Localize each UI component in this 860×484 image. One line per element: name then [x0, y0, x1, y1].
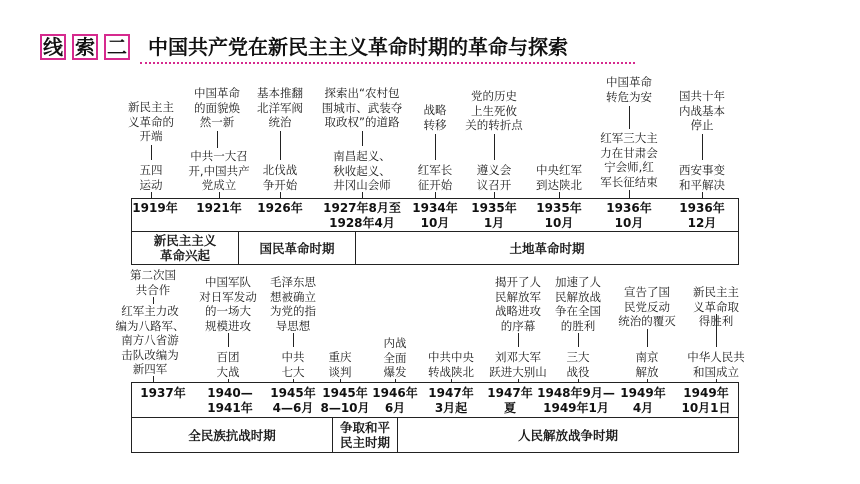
- date-label: 1940— 1941年: [207, 386, 253, 415]
- event-label: 中共 七大: [281, 350, 305, 379]
- date-label: 1926年: [257, 201, 303, 215]
- date-label: 1945年 8—10月: [320, 386, 370, 415]
- connector-line: [280, 131, 281, 160]
- date-label: 1921年: [196, 201, 242, 215]
- title-underline: [140, 62, 635, 64]
- date-label: 1945年 4—6月: [270, 386, 316, 415]
- date-label: 1927年8月至 1928年4月: [323, 201, 401, 230]
- date-label: 1937年: [140, 386, 186, 400]
- event-label: 中国军队 对日军发动 的一场大 规模进攻: [199, 275, 257, 333]
- event-label: 三大 战役: [566, 350, 590, 379]
- event-label: 基本推翻 北洋军阀 统治: [257, 86, 303, 129]
- date-label: 1919年: [132, 201, 178, 215]
- connector-line: [293, 333, 294, 347]
- event-label: 中国革命 转危为安: [606, 75, 652, 104]
- connector-line: [647, 329, 648, 347]
- header-box-1: 线: [40, 34, 66, 60]
- connector-line: [702, 134, 703, 160]
- date-label: 1936年 10月: [606, 201, 652, 230]
- event-label: 加速了人 民解放战 争在全国 的胜利: [555, 275, 601, 333]
- date-label: 1935年 10月: [536, 201, 582, 230]
- date-label: 1936年 12月: [679, 201, 725, 230]
- connector-line: [153, 297, 154, 304]
- page-title: 中国共产党在新民主主义革命时期的革命与探索: [148, 35, 568, 59]
- event-label: 探索出“农村包 围城市、武装夺 取政权”的道路: [321, 86, 403, 129]
- event-label: 新民主主 义革命取 得胜利: [693, 285, 739, 328]
- period-cell: 新民主主义 革命兴起: [131, 231, 239, 265]
- connector-line: [362, 131, 363, 146]
- date-label: 1949年 10月1日: [681, 386, 731, 415]
- connector-line: [228, 333, 229, 347]
- event-label: 刘邓大军 跃进大别山: [489, 350, 547, 379]
- event-label: 中共一大召 开,中国共产 党成立: [188, 149, 250, 192]
- event-label: 西安事变 和平解决: [679, 163, 725, 192]
- connector-line: [716, 314, 717, 347]
- event-label: 毛泽东思 想被确立 为党的指 导思想: [270, 275, 316, 333]
- event-label: 红军主力改 编为八路军、 南方八省游 击队改编为 新四军: [115, 304, 185, 376]
- connector-line: [435, 134, 436, 160]
- date-label: 1935年 1月: [471, 201, 517, 230]
- event-label: 揭开了人 民解放军 战略进攻 的序幕: [495, 275, 541, 333]
- event-label: 百团 大战: [216, 350, 240, 379]
- connector-line: [578, 333, 579, 347]
- date-label: 1947年 3月起: [428, 386, 474, 415]
- connector-line: [494, 134, 495, 160]
- event-label: 国共十年 内战基本 停止: [679, 89, 725, 132]
- event-label: 内战 全面 爆发: [383, 336, 407, 379]
- header-box-2: 索: [72, 34, 98, 60]
- date-label: 1949年 4月: [620, 386, 666, 415]
- event-label: 中共中央 转战陕北: [428, 350, 474, 379]
- period-cell: 土地革命时期: [355, 231, 739, 265]
- period-cell: 争取和平 民主时期: [332, 417, 398, 453]
- connector-line: [629, 190, 630, 198]
- event-label: 红军三大主 力在甘肃会 宁会师,红 军长征结束: [600, 131, 658, 189]
- period-cell: 全民族抗战时期: [131, 417, 333, 453]
- event-label: 第二次国 共合作: [130, 268, 176, 297]
- date-label: 1946年 6月: [372, 386, 418, 415]
- event-label: 中央红军 到达陕北: [536, 163, 582, 192]
- event-label: 战略 转移: [423, 103, 447, 132]
- header-box-3: 二: [104, 34, 130, 60]
- date-label: 1934年 10月: [412, 201, 458, 230]
- connector-line: [217, 131, 218, 148]
- event-label: 南昌起义、 秋收起义、 井冈山会师: [333, 149, 391, 192]
- connector-line: [151, 145, 152, 160]
- event-label: 遵义会 议召开: [476, 163, 512, 192]
- period-cell: 人民解放战争时期: [397, 417, 739, 453]
- date-label: 1947年 夏: [487, 386, 533, 415]
- event-label: 南京 解放: [635, 350, 659, 379]
- event-label: 新民主主 义革命的 开端: [128, 100, 174, 143]
- event-label: 中国革命 的面貌焕 然一新: [194, 86, 240, 129]
- connector-line: [629, 106, 630, 129]
- event-label: 红军长 征开始: [417, 163, 453, 192]
- event-label: 重庆 谈判: [328, 350, 352, 379]
- event-label: 党的历史 上生死攸 关的转折点: [465, 89, 523, 132]
- period-cell: 国民革命时期: [238, 231, 356, 265]
- connector-line: [518, 333, 519, 347]
- event-label: 北伐战 争开始: [262, 163, 298, 192]
- date-label: 1948年9月— 1949年1月: [537, 386, 615, 415]
- event-label: 五四 运动: [139, 163, 163, 192]
- event-label: 中华人民共 和国成立: [687, 350, 745, 379]
- event-label: 宣告了国 民党反动 统治的覆灭: [618, 285, 676, 328]
